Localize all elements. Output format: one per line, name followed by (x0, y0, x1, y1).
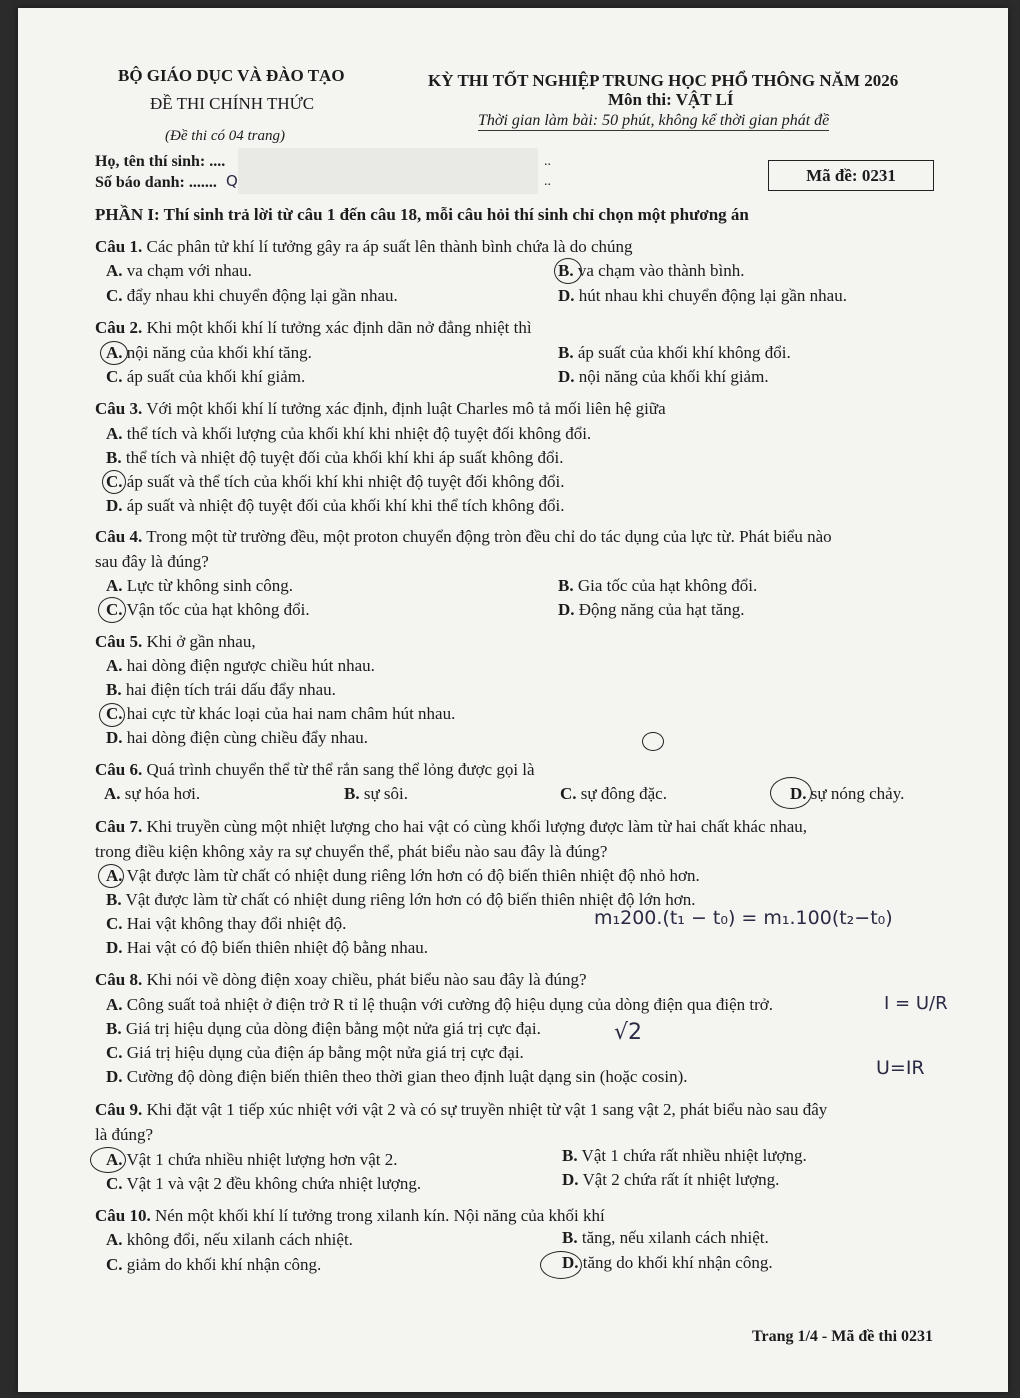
handwritten-ohm-law: I = U/R (884, 993, 948, 1014)
option-b: B. Vật 1 chứa rất nhiều nhiệt lượng. (562, 1146, 807, 1165)
exam-title: KỲ THI TỐT NGHIỆP TRUNG HỌC PHỔ THÔNG NĂM 2026 (428, 71, 899, 90)
ministry-name: BỘ GIÁO DỤC VÀ ĐÀO TẠO (118, 66, 345, 85)
question-6: Câu 6. Quá trình chuyển thể từ thể rắn sang thể lỏng được gọi là (95, 760, 535, 779)
option-b: B. thể tích và nhiệt độ tuyệt đối của khối khí khi áp suất không đổi. (106, 448, 564, 467)
option-c: C. Giá trị hiệu dụng của điện áp bằng một nửa giá trị cực đại. (106, 1043, 524, 1062)
dots-mark: .. (544, 154, 551, 169)
question-9: Câu 9. Khi đặt vật 1 tiếp xúc nhiệt với vật 2 và có sự truyền nhiệt từ vật 1 sang vật 2, phát biểu nào sau đây (95, 1100, 828, 1119)
option-a: A. Công suất toả nhiệt ở điện trở R tỉ lệ thuận với cường độ hiệu dụng của dòng điện qua điện trở. (106, 995, 773, 1014)
question-7-cont: trong điều kiện không xảy ra sự chuyển thể, phát biểu nào sau đây là đúng? (95, 842, 608, 861)
option-b: B. Giá trị hiệu dụng của dòng điện bằng một nửa giá trị cực đại. (106, 1019, 541, 1038)
option-a: A. va chạm với nhau. (106, 261, 252, 280)
option-c: C. áp suất và thể tích của khối khí khi nhiệt độ tuyệt đối không đổi. (106, 472, 565, 491)
option-c: C. Vật 1 và vật 2 đều không chứa nhiệt lượng. (106, 1174, 422, 1193)
option-d: D. Vật 2 chứa rất ít nhiệt lượng. (562, 1170, 780, 1189)
exam-code-box (768, 160, 934, 191)
option-b: B. Gia tốc của hạt không đổi. (558, 576, 758, 595)
handwritten-voltage: U=IR (876, 1057, 925, 1079)
page-footer: Trang 1/4 - Mã đề thi 0231 (752, 1328, 934, 1345)
exam-page (18, 8, 1008, 1392)
question-3: Câu 3. Với một khối khí lí tưởng xác định, định luật Charles mô tả mối liên hệ giữa (95, 399, 666, 418)
dots-mark: .. (544, 174, 551, 189)
option-c: C. Hai vật không thay đổi nhiệt độ. (106, 914, 347, 933)
question-4: Câu 4. Trong một từ trường đều, một proton chuyển động tròn đều chỉ do tác dụng của lực từ. Phát biểu nào (95, 527, 832, 546)
option-a: A. Lực từ không sinh công. (106, 576, 293, 595)
handwritten-sqrt: √2 (614, 1020, 643, 1045)
option-c: C. sự đông đặc. (560, 784, 667, 803)
subject: Môn thi: VẬT LÍ (608, 90, 734, 109)
handwritten-formula: m₁200.(t₁ − t₀) = m₁.100(t₂−t₀) (594, 907, 893, 929)
option-c: C. hai cực từ khác loại của hai nam châm hút nhau. (106, 704, 456, 723)
option-a: A. nội năng của khối khí tăng. (106, 343, 312, 362)
stray-circle (642, 732, 664, 751)
official-exam-label: ĐỀ THI CHÍNH THỨC (150, 94, 315, 113)
option-a: A. hai dòng điện ngược chiều hút nhau. (106, 656, 375, 675)
option-d: D. hút nhau khi chuyển động lại gần nhau. (558, 286, 847, 305)
option-a: A. thể tích và khối lượng của khối khí khi nhiệt độ tuyệt đối không đổi. (106, 424, 592, 443)
question-9-cont: là đúng? (95, 1125, 154, 1144)
redacted-area (238, 148, 538, 194)
question-5: Câu 5. Khi ở gần nhau, (95, 632, 256, 651)
option-b: B. Vật được làm từ chất có nhiệt dung riêng lớn hơn có độ biến thiên nhiệt độ lớn hơn. (106, 890, 696, 909)
option-d: D. hai dòng điện cùng chiều đẩy nhau. (106, 728, 369, 747)
option-b: B. hai điện tích trái dấu đẩy nhau. (106, 680, 336, 699)
option-c: C. Vận tốc của hạt không đổi. (106, 600, 310, 619)
option-d: D. áp suất và nhiệt độ tuyệt đối của khối khí khi thể tích không đổi. (106, 496, 565, 515)
option-a: A. sự hóa hơi. (104, 784, 201, 803)
option-b: B. sự sôi. (344, 784, 409, 803)
option-a: A. không đổi, nếu xilanh cách nhiệt. (106, 1230, 353, 1249)
option-d: D. Cường độ dòng điện biến thiên theo thời gian theo định luật dạng sin (hoặc cosin). (106, 1067, 688, 1086)
option-d: D. Động năng của hạt tăng. (558, 600, 745, 619)
option-c: C. đẩy nhau khi chuyển động lại gần nhau. (106, 286, 398, 305)
exam-time: Thời gian làm bài: 50 phút, không kể thời gian phát đề (478, 112, 830, 129)
question-4-cont: sau đây là đúng? (95, 552, 209, 571)
option-c: C. áp suất của khối khí giảm. (106, 367, 306, 386)
option-d: D. sự nóng chảy. (790, 784, 905, 803)
pages-note: (Đề thi có 04 trang) (165, 128, 285, 144)
option-b: B. va chạm vào thành bình. (558, 261, 745, 280)
option-c: C. giảm do khối khí nhận công. (106, 1255, 322, 1274)
question-7: Câu 7. Khi truyền cùng một nhiệt lượng cho hai vật có cùng khối lượng được làm từ hai chất khác nhau, (95, 817, 808, 836)
question-2: Câu 2. Khi một khối khí lí tưởng xác định dãn nở đẳng nhiệt thì (95, 318, 532, 337)
candidate-name-label: Họ, tên thí sinh: .... (95, 153, 226, 170)
option-b: B. tăng, nếu xilanh cách nhiệt. (562, 1228, 769, 1247)
handwritten-id-mark: Q (226, 172, 238, 190)
option-b: B. áp suất của khối khí không đổi. (558, 343, 791, 362)
question-10: Câu 10. Nén một khối khí lí tưởng trong xilanh kín. Nội năng của khối khí (95, 1206, 605, 1225)
candidate-id-label: Số báo danh: ....... (95, 174, 217, 191)
option-a: A. Vật được làm từ chất có nhiệt dung riêng lớn hơn có độ biến thiên nhiệt độ nhỏ hơn. (106, 866, 700, 885)
option-d: D. nội năng của khối khí giảm. (558, 367, 769, 386)
question-1: Câu 1. Các phân tử khí lí tưởng gây ra áp suất lên thành bình chứa là do chúng (95, 237, 633, 256)
section-title: PHẦN I: Thí sinh trả lời từ câu 1 đến câu 18, mỗi câu hỏi thí sinh chỉ chọn một phương án (95, 205, 749, 224)
option-d: D. tăng do khối khí nhận công. (562, 1253, 773, 1272)
question-8: Câu 8. Khi nói về dòng điện xoay chiều, phát biểu nào sau đây là đúng? (95, 970, 587, 989)
exam-code: Mã đề: 0231 (806, 165, 896, 185)
option-a: A. Vật 1 chứa nhiều nhiệt lượng hơn vật 2. (106, 1150, 398, 1169)
option-d: D. Hai vật có độ biến thiên nhiệt độ bằng nhau. (106, 938, 428, 957)
